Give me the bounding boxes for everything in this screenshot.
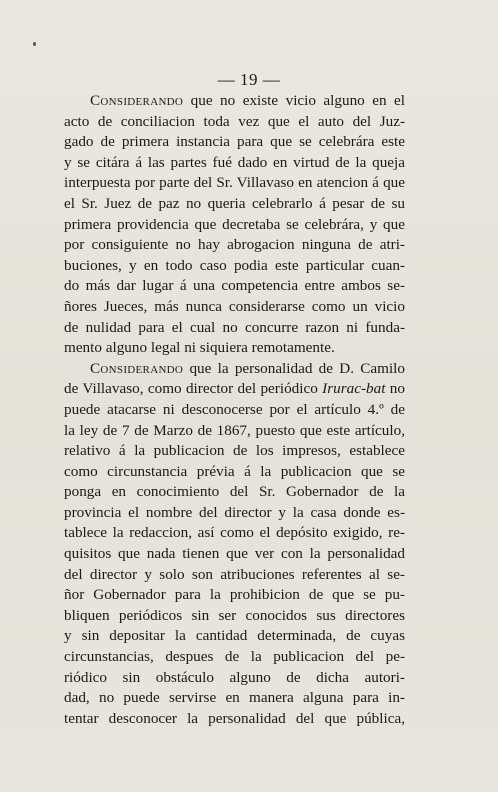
paragraph-1-line: buciones, y en todo caso podia este particular cuan-	[64, 256, 405, 274]
paragraph-1-line: acto de conciliacion toda vez que el auto del Juz-	[64, 112, 405, 130]
paragraph-1-line: interpuesta por parte del Sr. Villavaso en atencion á que	[64, 174, 405, 192]
paragraph-1-line: mento alguno legal ni siquiera remotamente.	[64, 339, 335, 357]
paragraph-2-line: riódico sin obstáculo alguno de dicha autori-	[64, 668, 405, 686]
paragraph-2-line: ponga en conocimiento del Sr. Gobernador de la	[64, 483, 405, 501]
paragraph-2-line: tablece la redaccion, así como el depósito exigido, re-	[64, 524, 405, 542]
paragraph-2-line: y sin depositar la cantidad determinada, de cuyas	[64, 627, 405, 645]
paragraph-1-line: primera providencia que decretaba se celebrára, y que	[64, 215, 405, 233]
paragraph-2-line: provincia el nombre del director y la casa donde es-	[64, 503, 405, 521]
paragraph-2-line: la ley de 7 de Marzo de 1867, puesto que este artículo,	[64, 421, 405, 439]
body-text	[64, 91, 405, 729]
paragraph-2-line: bliquen periódicos sin ser conocidos sus directores	[64, 606, 405, 624]
paragraph-1-line: Considerando que no existe vicio alguno en el	[90, 92, 405, 109]
paragraph-1-line: el Sr. Juez de paz no queria celebrarlo á pesar de su	[64, 194, 405, 212]
paragraph-2-line: dad, no puede servirse en manera alguna para in-	[64, 689, 405, 707]
paragraph-1-line: de nulidad para el cual no concurre razon ni funda-	[64, 318, 405, 336]
paragraph-2-line: tentar desconocer la personalidad del que pública,	[64, 709, 405, 727]
paragraph-1-line: do más dar lugar á una competencia entre ambos se-	[64, 277, 405, 295]
page-number: — 19 —	[217, 70, 281, 89]
paragraph-2-line: del director y solo son atribuciones referentes al se-	[64, 565, 405, 583]
paragraph-2-line: puede atacarse ni desconocerse por el artículo 4.º de	[64, 400, 405, 418]
paragraph-1-line: y se citára á las partes fué dado en virtud de la queja	[64, 153, 405, 171]
paragraph-1-keyword: Considerando	[90, 92, 184, 109]
paragraph-2-line: como circunstancia prévia á la publicacion que se	[64, 462, 405, 480]
paragraph-2-line: ñor Gobernador para la prohibicion de que se pu-	[64, 586, 405, 604]
paragraph-1-line: ñores Jueces, más nunca considerarse como un vicio	[64, 297, 405, 315]
paragraph-1-line: gado de primera instancia para que se celebrára este	[64, 133, 405, 151]
paragraph-2-line: Considerando que la personalidad de D. Camilo	[90, 359, 405, 377]
paragraph-2-line: quisitos que nada tienen que ver con la personalidad	[64, 545, 405, 563]
paper-speck	[33, 42, 36, 46]
paragraph-2-line: de Villavaso, como director del periódico Irurac-bat no	[64, 380, 405, 398]
periodical-name: Irurac-bat	[322, 380, 386, 398]
paragraph-2-keyword: Considerando	[90, 359, 184, 377]
paragraph-2-line: relativo á la publicacion de los impresos, establece	[64, 442, 405, 460]
paragraph-1-line: por consiguiente no hay abrogacion ninguna de atri-	[64, 236, 405, 254]
paragraph-2-line: circunstancias, despues de la publicacion del pe-	[64, 648, 405, 666]
